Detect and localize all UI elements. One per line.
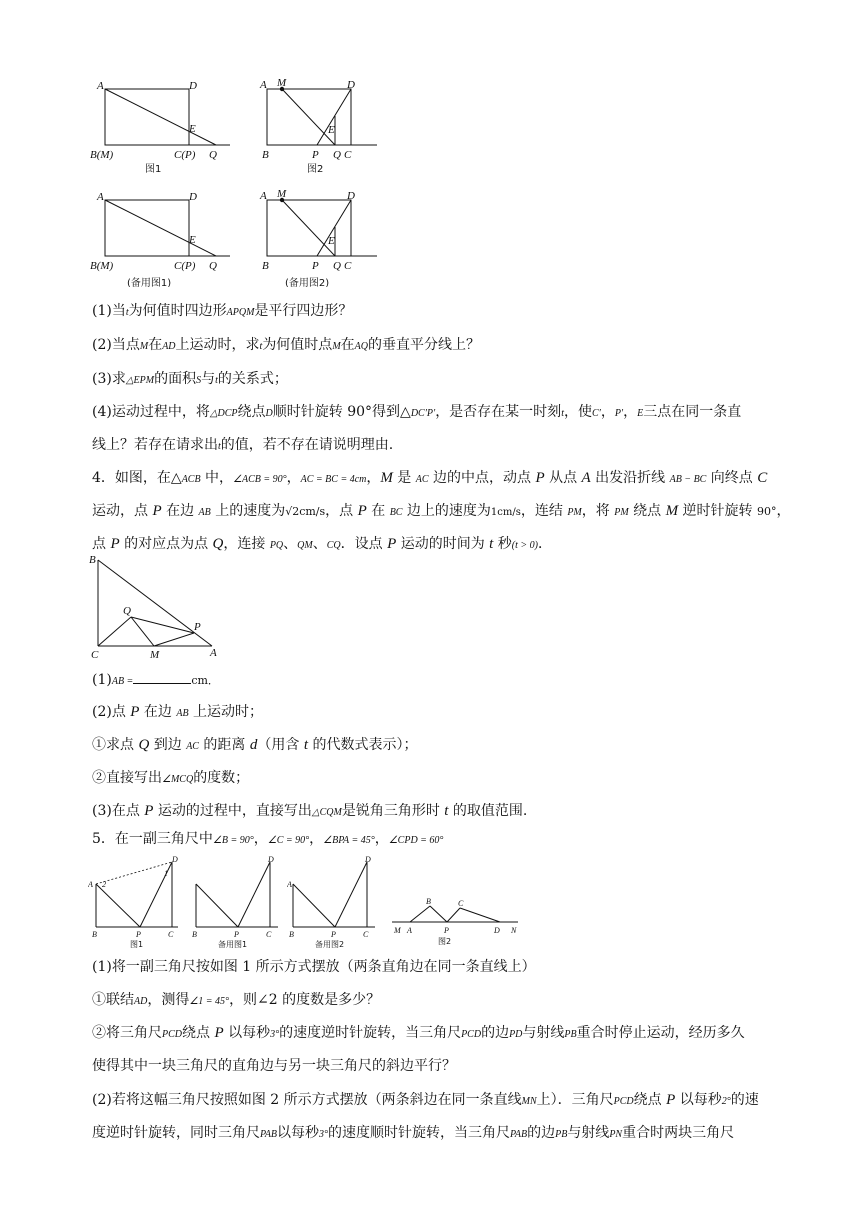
label-C: C <box>91 649 99 660</box>
label-C: C <box>344 149 352 161</box>
label-P: P <box>136 930 141 939</box>
label-P: P <box>312 260 319 272</box>
label-E: E <box>328 124 335 136</box>
q4-part-3: (3)在点 P 运动的过程中，直接写出△CQM是锐角三角形时 t 的取值范围. <box>92 803 528 819</box>
label-A: A <box>260 79 267 91</box>
label-Q: Q <box>333 149 341 161</box>
figure-2 <box>255 76 380 176</box>
label-CP: C(P) <box>174 260 196 272</box>
label-P: P <box>234 930 239 939</box>
label-M: M <box>394 926 401 935</box>
label-Q: Q <box>333 260 341 272</box>
q5-sub-1: ①联结AD，测得∠1 = 45°，则∠2 的度数是多少？ <box>92 992 381 1008</box>
q5-stem: 5．在一副三角尺中∠B = 90°，∠C = 90°，∠BPA = 45°，∠CPD = 60° <box>92 831 444 847</box>
label-Q: Q <box>209 260 217 272</box>
angle-1: 1 <box>164 869 168 878</box>
q5-sub-2-cont: 使得其中一块三角尺的直角边与另一块三角尺的斜边平行？ <box>92 1058 456 1074</box>
caption: 图1 <box>130 940 144 949</box>
label-D: D <box>189 191 197 203</box>
label-D: D <box>347 190 355 202</box>
q4-sub-1: ①求点 Q 到边 AC 的距离 d（用含 t 的代数式表示）； <box>92 737 418 753</box>
caption: 备用图2 <box>315 940 345 949</box>
label-B: B <box>192 930 197 939</box>
label-C: C <box>344 260 352 272</box>
label-BM: B(M) <box>90 260 114 272</box>
label-D: D <box>494 926 500 935</box>
figure-spare-1 <box>85 187 230 287</box>
q3-part-3: (3)求△EPM的面积S与t的关系式； <box>92 371 288 387</box>
label-D: D <box>189 80 197 92</box>
figure-q5-1 <box>88 854 183 949</box>
label-Q: Q <box>123 605 131 617</box>
q4-stem-3: 点 P 的对应点为点 Q，连接 PQ、QM、CQ．设点 P 运动的时间为 t 秒(t > 0)． <box>92 536 552 552</box>
q3-part-4-cont: 线上？若存在请求出t的值，若不存在请说明理由. <box>92 437 394 453</box>
caption: 图2 <box>438 937 452 946</box>
label-B: B <box>426 897 431 906</box>
label-A: A <box>88 880 93 889</box>
caption: (备用图1) <box>127 278 172 287</box>
label-E: E <box>328 235 335 247</box>
caption: 备用图1 <box>218 940 248 949</box>
q4-stem-1: 4．如图，在△ACB 中，∠ACB = 90°，AC = BC = 4cm，M 是 AC 边的中点，动点 P 从点 A 出发沿折线 AB − BC 向终点 C <box>92 470 768 486</box>
label-N: N <box>511 926 517 935</box>
label-C: C <box>458 899 464 908</box>
label-M: M <box>277 188 287 200</box>
label-M: M <box>150 649 160 660</box>
q3-part-4: (4)运动过程中，将△DCP绕点D顺时针旋转 90°得到△DC′P′，是否存在某一时刻t，使C′，P′，E三点在同一条直 <box>92 404 742 420</box>
q5-sub-2: ②将三角尺PCD绕点 P 以每秒3°的速度逆时针旋转，当三角尺PCD的边PD与射线PB重合时停止运动，经历多久 <box>92 1025 745 1041</box>
angle-2: 2 <box>102 880 106 889</box>
q3-part-2: (2)当点M在AD上运动时，求t为何值时点M在AQ的垂直平分线上？ <box>92 337 480 353</box>
label-C: C <box>363 930 369 939</box>
q4-part-2: (2)点 P 在边 AB 上运动时； <box>92 704 264 720</box>
q3-part-1: (1)当t为何值时四边形APQM是平行四边形？ <box>92 303 353 319</box>
label-A: A <box>407 926 412 935</box>
caption: (备用图2) <box>285 278 330 287</box>
q4-part-1: (1)AB = cm． <box>92 672 219 688</box>
label-D: D <box>172 855 178 864</box>
label-A: A <box>97 191 104 203</box>
label-BM: B(M) <box>90 149 114 161</box>
label-B: B <box>92 930 97 939</box>
label-D: D <box>268 855 274 864</box>
label-A: A <box>97 80 104 92</box>
label-P: P <box>312 149 319 161</box>
q4-stem-2: 运动，点 P 在边 AB 上的速度为√2cm/s，点 P 在 BC 边上的速度为1cm/s，连结 PM，将 PM 绕点 M 逆时针旋转 90°， <box>92 503 791 519</box>
caption: 图1 <box>145 164 162 175</box>
label-CP: C(P) <box>174 149 196 161</box>
label-P: P <box>444 926 449 935</box>
label-A: A <box>260 190 267 202</box>
figure-q4 <box>86 550 226 660</box>
label-P: P <box>194 621 201 633</box>
figure-q5-spare-2 <box>287 854 382 949</box>
answer-blank[interactable] <box>133 670 191 684</box>
q5-part-2-cont: 度逆时针旋转，同时三角尺PAB以每秒3°的速度顺时针旋转，当三角尺PAB的边PB与射线PN重合时两块三角尺 <box>92 1125 735 1141</box>
figure-spare-2 <box>255 187 380 287</box>
q5-part-2: (2)若将这幅三角尺按照如图 2 所示方式摆放（两条斜边在同一条直线MN上）．三角尺PCD绕点 P 以每秒2°的速 <box>92 1092 759 1108</box>
figure-q5-2 <box>390 854 520 949</box>
label-D: D <box>365 855 371 864</box>
label-B: B <box>89 554 96 566</box>
label-A: A <box>287 880 292 889</box>
label-E: E <box>189 123 196 135</box>
q5-part-1: (1)将一副三角尺按如图 1 所示方式摆放（两条直角边在同一条直线上） <box>92 959 536 975</box>
label-Q: Q <box>209 149 217 161</box>
label-A: A <box>210 647 217 659</box>
caption: 图2 <box>307 164 324 175</box>
q4-sub-2: ②直接写出∠MCQ的度数； <box>92 770 250 786</box>
label-B: B <box>262 260 269 272</box>
label-C: C <box>266 930 272 939</box>
figure-1 <box>85 76 230 176</box>
figure-q5-spare-1 <box>190 854 285 949</box>
label-B: B <box>289 930 294 939</box>
label-P: P <box>331 930 336 939</box>
label-B: B <box>262 149 269 161</box>
label-C: C <box>168 930 174 939</box>
label-E: E <box>189 234 196 246</box>
label-D: D <box>347 79 355 91</box>
label-M: M <box>277 77 287 89</box>
